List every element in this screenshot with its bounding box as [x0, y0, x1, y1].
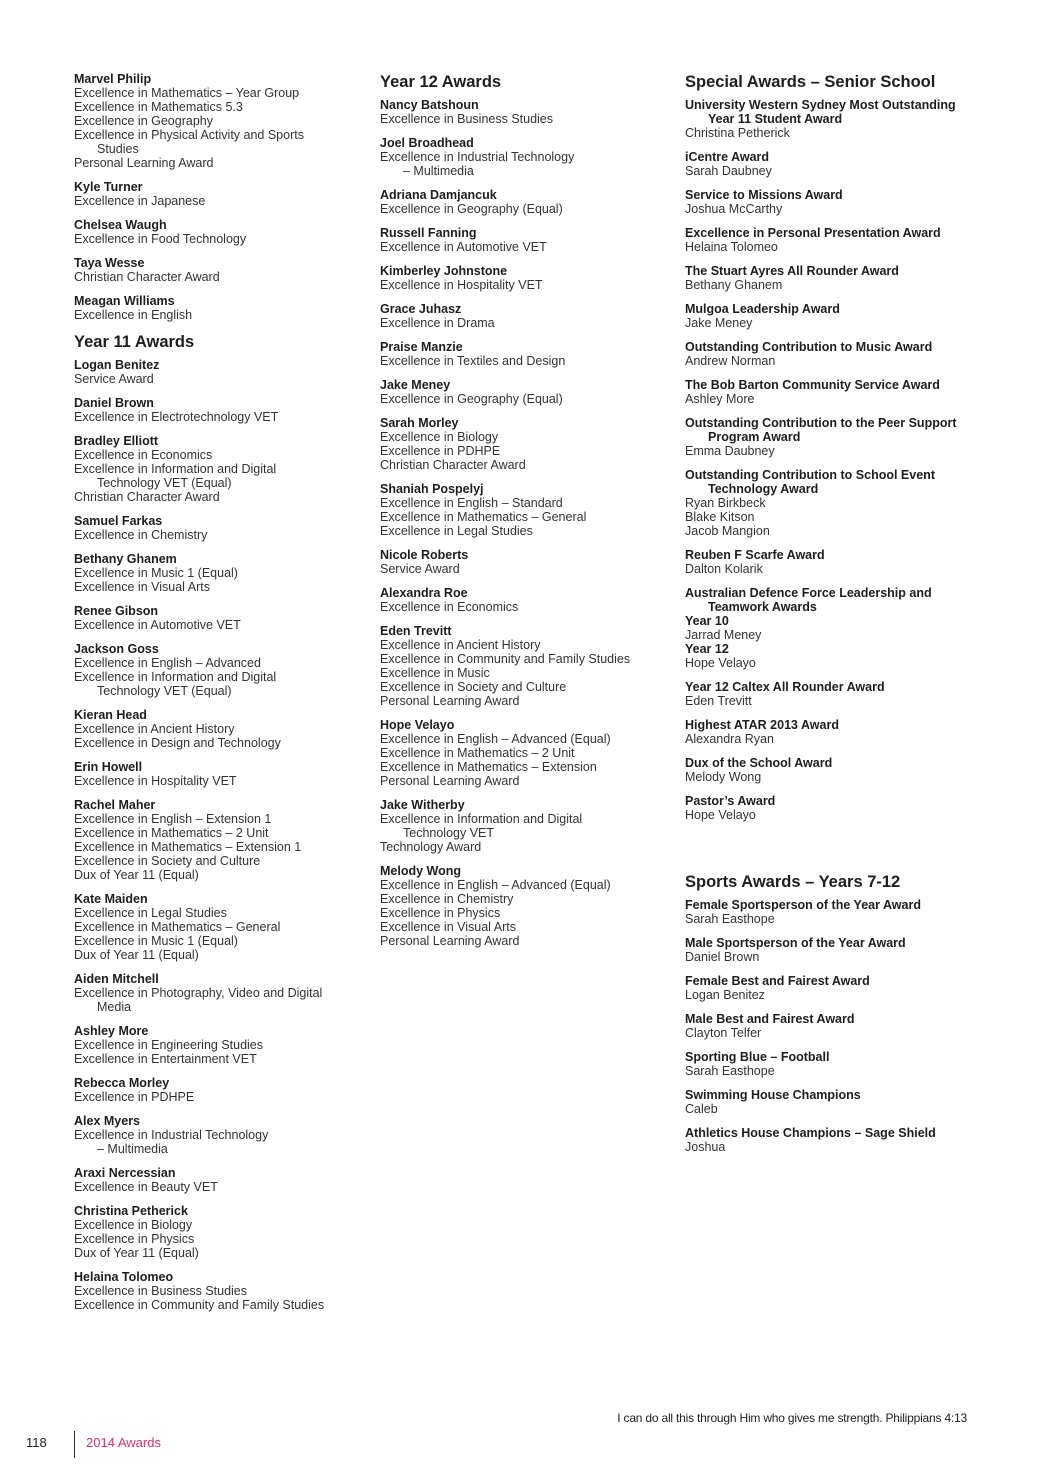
- award-title: Australian Defence Force Leadership and: [685, 586, 932, 600]
- award-entry: [685, 1088, 985, 1116]
- student-entry: [74, 434, 364, 504]
- award-title: Athletics House Champions – Sage Shield: [685, 1126, 936, 1140]
- award-line: Excellence in Biology: [380, 430, 499, 444]
- award-entry: [685, 226, 985, 254]
- award-line: Excellence in Food Technology: [74, 232, 247, 246]
- student-name: Kieran Head: [74, 708, 147, 722]
- student-name: Adriana Damjancuk: [380, 188, 497, 202]
- student-entry: [74, 760, 364, 788]
- recipient-name: Blake Kitson: [685, 510, 755, 524]
- student-name: Alex Myers: [74, 1114, 141, 1128]
- student-name: Christina Petherick: [74, 1204, 188, 1218]
- award-line: Excellence in English – Standard: [380, 496, 563, 510]
- award-entry: [685, 756, 985, 784]
- award-line: Excellence in Physical Activity and Sports: [74, 128, 304, 142]
- student-name: Melody Wong: [380, 864, 462, 878]
- award-title: Year 11 Student Award: [708, 112, 843, 126]
- award-entry: [685, 264, 985, 292]
- award-line: Excellence in Economics: [74, 448, 213, 462]
- recipient-name: Sarah Easthope: [685, 912, 775, 926]
- sports-awards-list: [685, 898, 985, 1154]
- recipient-name: Hope Velayo: [685, 656, 756, 670]
- student-entry: [74, 552, 364, 594]
- award-title: Sporting Blue – Football: [685, 1050, 830, 1064]
- footer-divider: [74, 1431, 75, 1458]
- award-entry: [685, 936, 985, 964]
- award-title: Female Best and Fairest Award: [685, 974, 870, 988]
- column-right: [685, 72, 985, 1164]
- student-entry: [380, 864, 670, 948]
- award-line: Christian Character Award: [380, 458, 526, 472]
- award-line: Excellence in Physics: [74, 1232, 195, 1246]
- student-name: Kyle Turner: [74, 180, 143, 194]
- student-entry: [74, 294, 364, 322]
- student-entry: [74, 604, 364, 632]
- award-title: Swimming House Champions: [685, 1088, 861, 1102]
- award-line: Excellence in PDHPE: [74, 1090, 195, 1104]
- student-entry: [74, 180, 364, 208]
- recipient-name: Joshua McCarthy: [685, 202, 783, 216]
- award-title: Male Best and Fairest Award: [685, 1012, 855, 1026]
- award-line: Excellence in Mathematics – 2 Unit: [74, 826, 269, 840]
- award-line: Service Award: [380, 562, 460, 576]
- award-title: The Bob Barton Community Service Award: [685, 378, 940, 392]
- award-entry: [685, 302, 985, 330]
- award-title: Teamwork Awards: [708, 600, 817, 614]
- recipient-name: Bethany Ghanem: [685, 278, 783, 292]
- student-entry: [74, 972, 364, 1014]
- award-title: Reuben F Scarfe Award: [685, 548, 825, 562]
- award-title: Service to Missions Award: [685, 188, 843, 202]
- award-line: Excellence in Community and Family Studies: [74, 1298, 325, 1312]
- student-entry: [74, 1114, 364, 1156]
- column-left: [74, 72, 364, 1322]
- award-line: Excellence in Legal Studies: [74, 906, 227, 920]
- award-title: The Stuart Ayres All Rounder Award: [685, 264, 899, 278]
- recipient-name: Hope Velayo: [685, 808, 756, 822]
- award-line: Christian Character Award: [74, 270, 220, 284]
- recipient-name: Alexandra Ryan: [685, 732, 774, 746]
- award-line: Excellence in Music 1 (Equal): [74, 566, 238, 580]
- student-entry: [380, 302, 670, 330]
- award-entry: [685, 1012, 985, 1040]
- award-line: Excellence in English – Advanced (Equal): [380, 732, 611, 746]
- award-line: Excellence in Automotive VET: [380, 240, 547, 254]
- student-entry: [74, 1024, 364, 1066]
- award-line: Technology VET (Equal): [97, 684, 232, 698]
- student-entry: [380, 718, 670, 788]
- award-line: Excellence in Music 1 (Equal): [74, 934, 238, 948]
- award-line: Excellence in Chemistry: [74, 528, 208, 542]
- award-line: Excellence in Photography, Video and Digital: [74, 986, 323, 1000]
- award-line: Excellence in Information and Digital: [380, 812, 583, 826]
- award-line: Excellence in Visual Arts: [380, 920, 516, 934]
- award-entry: [685, 188, 985, 216]
- student-entry: [74, 798, 364, 882]
- award-line: Excellence in Geography: [74, 114, 213, 128]
- student-name: Joel Broadhead: [380, 136, 474, 150]
- student-name: Hope Velayo: [380, 718, 455, 732]
- column-middle: [380, 72, 670, 958]
- award-title: Technology Award: [708, 482, 819, 496]
- student-name: Sarah Morley: [380, 416, 459, 430]
- year-11-heading: Year 11 Awards: [74, 333, 195, 351]
- student-name: Helaina Tolomeo: [74, 1270, 174, 1284]
- award-entry: [685, 468, 985, 538]
- award-line: Excellence in Design and Technology: [74, 736, 281, 750]
- award-entry: [685, 974, 985, 1002]
- award-year-label: Year 12: [685, 642, 729, 656]
- student-name: Marvel Philip: [74, 72, 152, 86]
- award-line: Christian Character Award: [74, 490, 220, 504]
- award-line: Excellence in Japanese: [74, 194, 206, 208]
- student-entry: [380, 98, 670, 126]
- col1-pre-list: [74, 72, 364, 322]
- student-name: Nicole Roberts: [380, 548, 469, 562]
- student-name: Jake Witherby: [380, 798, 465, 812]
- student-name: Alexandra Roe: [380, 586, 468, 600]
- recipient-name: Ryan Birkbeck: [685, 496, 766, 510]
- student-name: Grace Juhasz: [380, 302, 462, 316]
- award-entry: [685, 680, 985, 708]
- award-line: Excellence in PDHPE: [380, 444, 501, 458]
- recipient-name: Daniel Brown: [685, 950, 760, 964]
- award-title: iCentre Award: [685, 150, 770, 164]
- award-line: – Multimedia: [97, 1142, 168, 1156]
- award-line: Excellence in Physics: [380, 906, 501, 920]
- award-entry: [685, 898, 985, 926]
- student-entry: [380, 264, 670, 292]
- award-line: Service Award: [74, 372, 154, 386]
- student-entry: [74, 708, 364, 750]
- student-name: Bethany Ghanem: [74, 552, 177, 566]
- award-line: Excellence in English: [74, 308, 193, 322]
- award-line: Dux of Year 11 (Equal): [74, 1246, 199, 1260]
- award-entry: [685, 378, 985, 406]
- student-entry: [74, 642, 364, 698]
- award-line: Excellence in Music: [380, 666, 490, 680]
- student-name: Ashley More: [74, 1024, 149, 1038]
- award-title: Female Sportsperson of the Year Award: [685, 898, 921, 912]
- award-line: Personal Learning Award: [380, 774, 520, 788]
- award-line: Excellence in Geography (Equal): [380, 202, 563, 216]
- student-name: Logan Benitez: [74, 358, 160, 372]
- student-name: Daniel Brown: [74, 396, 154, 410]
- award-line: Excellence in Industrial Technology: [380, 150, 575, 164]
- award-line: Excellence in Business Studies: [380, 112, 554, 126]
- award-line: Excellence in Economics: [380, 600, 519, 614]
- student-entry: [380, 482, 670, 538]
- student-name: Rachel Maher: [74, 798, 156, 812]
- award-line: Excellence in Society and Culture: [380, 680, 567, 694]
- award-line: Excellence in Mathematics – General: [380, 510, 587, 524]
- footer-title: 2014 Awards: [86, 1435, 161, 1450]
- year-12-heading: Year 12 Awards: [380, 73, 502, 91]
- student-name: Russell Fanning: [380, 226, 477, 240]
- sports-awards-heading: Sports Awards – Years 7-12: [685, 873, 901, 891]
- award-line: Excellence in Geography (Equal): [380, 392, 563, 406]
- award-line: Excellence in Ancient History: [74, 722, 235, 736]
- award-line: Excellence in Mathematics – General: [74, 920, 281, 934]
- award-line: Excellence in Electrotechnology VET: [74, 410, 279, 424]
- student-name: Jake Meney: [380, 378, 451, 392]
- footer-quote: I can do all this through Him who gives me strength. Philippians 4:13: [617, 1411, 967, 1425]
- student-name: Rebecca Morley: [74, 1076, 170, 1090]
- student-name: Shaniah Pospelyj: [380, 482, 484, 496]
- award-line: Excellence in English – Advanced (Equal): [380, 878, 611, 892]
- special-awards-heading: Special Awards – Senior School: [685, 73, 936, 91]
- award-line: Excellence in Mathematics – 2 Unit: [380, 746, 575, 760]
- student-entry: [380, 378, 670, 406]
- student-name: Araxi Nercessian: [74, 1166, 176, 1180]
- award-line: Excellence in Information and Digital: [74, 462, 277, 476]
- student-name: Taya Wesse: [74, 256, 145, 270]
- award-line: Excellence in Mathematics – Extension 1: [74, 840, 302, 854]
- student-name: Jackson Goss: [74, 642, 159, 656]
- recipient-name: Jarrad Meney: [685, 628, 762, 642]
- award-line: Excellence in Ancient History: [380, 638, 541, 652]
- award-entry: [685, 1126, 985, 1154]
- recipient-name: Clayton Telfer: [685, 1026, 762, 1040]
- recipient-name: Emma Daubney: [685, 444, 775, 458]
- award-line: Excellence in Information and Digital: [74, 670, 277, 684]
- award-entry: [685, 1050, 985, 1078]
- award-line: Excellence in Hospitality VET: [74, 774, 237, 788]
- student-name: Chelsea Waugh: [74, 218, 167, 232]
- award-entry: [685, 416, 985, 458]
- recipient-name: Joshua: [685, 1140, 726, 1154]
- student-entry: [380, 340, 670, 368]
- student-entry: [74, 1166, 364, 1194]
- award-line: Excellence in Engineering Studies: [74, 1038, 264, 1052]
- student-entry: [74, 72, 364, 170]
- student-entry: [380, 226, 670, 254]
- award-line: Excellence in Community and Family Studies: [380, 652, 631, 666]
- student-name: Praise Manzie: [380, 340, 463, 354]
- award-line: Excellence in Biology: [74, 1218, 193, 1232]
- award-line: Excellence in Hospitality VET: [380, 278, 543, 292]
- recipient-name: Jake Meney: [685, 316, 753, 330]
- award-line: Personal Learning Award: [74, 156, 214, 170]
- recipient-name: Christina Petherick: [685, 126, 790, 140]
- recipient-name: Sarah Daubney: [685, 164, 772, 178]
- award-entry: [685, 718, 985, 746]
- student-entry: [380, 416, 670, 472]
- student-entry: [380, 586, 670, 614]
- recipient-name: Sarah Easthope: [685, 1064, 775, 1078]
- award-entry: [685, 150, 985, 178]
- recipient-name: Andrew Norman: [685, 354, 776, 368]
- student-entry: [74, 396, 364, 424]
- student-entry: [380, 624, 670, 708]
- award-title: Highest ATAR 2013 Award: [685, 718, 839, 732]
- student-entry: [74, 1076, 364, 1104]
- award-line: Excellence in Drama: [380, 316, 495, 330]
- award-title: Dux of the School Award: [685, 756, 833, 770]
- award-entry: [685, 340, 985, 368]
- recipient-name: Ashley More: [685, 392, 755, 406]
- col2-list: [380, 98, 670, 948]
- recipient-name: Jacob Mangion: [685, 524, 770, 538]
- award-line: Studies: [97, 142, 139, 156]
- student-entry: [74, 514, 364, 542]
- award-title: Excellence in Personal Presentation Award: [685, 226, 941, 240]
- student-entry: [74, 358, 364, 386]
- award-title: Outstanding Contribution to Music Award: [685, 340, 933, 354]
- page-number: 118: [26, 1435, 47, 1450]
- award-line: Dux of Year 11 (Equal): [74, 948, 199, 962]
- award-line: Excellence in English – Extension 1: [74, 812, 272, 826]
- award-line: Technology VET: [403, 826, 495, 840]
- special-awards-list: [685, 98, 985, 822]
- student-name: Samuel Farkas: [74, 514, 163, 528]
- award-line: Excellence in Society and Culture: [74, 854, 261, 868]
- award-title: Outstanding Contribution to School Event: [685, 468, 935, 482]
- award-line: Personal Learning Award: [380, 934, 520, 948]
- award-line: Excellence in Entertainment VET: [74, 1052, 257, 1066]
- recipient-name: Logan Benitez: [685, 988, 765, 1002]
- award-year-label: Year 10: [685, 614, 729, 628]
- award-entry: [685, 586, 985, 670]
- award-line: Technology VET (Equal): [97, 476, 232, 490]
- student-entry: [380, 188, 670, 216]
- recipient-name: Caleb: [685, 1102, 718, 1116]
- student-name: Kate Maiden: [74, 892, 148, 906]
- student-name: Bradley Elliott: [74, 434, 159, 448]
- award-line: Personal Learning Award: [380, 694, 520, 708]
- student-entry: [74, 892, 364, 962]
- award-line: – Multimedia: [403, 164, 474, 178]
- student-entry: [380, 548, 670, 576]
- award-line: Dux of Year 11 (Equal): [74, 868, 199, 882]
- award-line: Excellence in Legal Studies: [380, 524, 533, 538]
- award-title: Male Sportsperson of the Year Award: [685, 936, 906, 950]
- award-line: Excellence in Chemistry: [380, 892, 514, 906]
- col1-post-list: [74, 358, 364, 1312]
- award-line: Excellence in Industrial Technology: [74, 1128, 269, 1142]
- award-entry: [685, 794, 985, 822]
- award-title: Outstanding Contribution to the Peer Support: [685, 416, 957, 430]
- recipient-name: Melody Wong: [685, 770, 762, 784]
- recipient-name: Helaina Tolomeo: [685, 240, 778, 254]
- award-line: Excellence in Mathematics – Extension: [380, 760, 597, 774]
- student-entry: [74, 218, 364, 246]
- student-name: Aiden Mitchell: [74, 972, 159, 986]
- award-line: Excellence in Beauty VET: [74, 1180, 218, 1194]
- award-entry: [685, 98, 985, 140]
- award-title: Year 12 Caltex All Rounder Award: [685, 680, 885, 694]
- award-line: Excellence in Textiles and Design: [380, 354, 566, 368]
- student-name: Erin Howell: [74, 760, 143, 774]
- student-entry: [74, 1204, 364, 1260]
- recipient-name: Dalton Kolarik: [685, 562, 763, 576]
- student-entry: [74, 1270, 364, 1312]
- award-line: Excellence in Business Studies: [74, 1284, 248, 1298]
- section-spacer: [685, 832, 985, 872]
- student-name: Meagan Williams: [74, 294, 175, 308]
- award-line: Excellence in English – Advanced: [74, 656, 261, 670]
- student-entry: [380, 798, 670, 854]
- student-name: Renee Gibson: [74, 604, 159, 618]
- award-line: Excellence in Visual Arts: [74, 580, 210, 594]
- award-line: Excellence in Automotive VET: [74, 618, 241, 632]
- award-title: University Western Sydney Most Outstanding: [685, 98, 956, 112]
- award-line: Excellence in Mathematics – Year Group: [74, 86, 300, 100]
- award-title: Program Award: [708, 430, 801, 444]
- student-name: Nancy Batshoun: [380, 98, 479, 112]
- award-line: Media: [97, 1000, 132, 1014]
- award-entry: [685, 548, 985, 576]
- award-title: Mulgoa Leadership Award: [685, 302, 840, 316]
- student-entry: [380, 136, 670, 178]
- award-line: Excellence in Mathematics 5.3: [74, 100, 243, 114]
- student-name: Eden Trevitt: [380, 624, 452, 638]
- student-entry: [74, 256, 364, 284]
- award-line: Technology Award: [380, 840, 482, 854]
- student-name: Kimberley Johnstone: [380, 264, 508, 278]
- award-title: Pastor’s Award: [685, 794, 776, 808]
- recipient-name: Eden Trevitt: [685, 694, 752, 708]
